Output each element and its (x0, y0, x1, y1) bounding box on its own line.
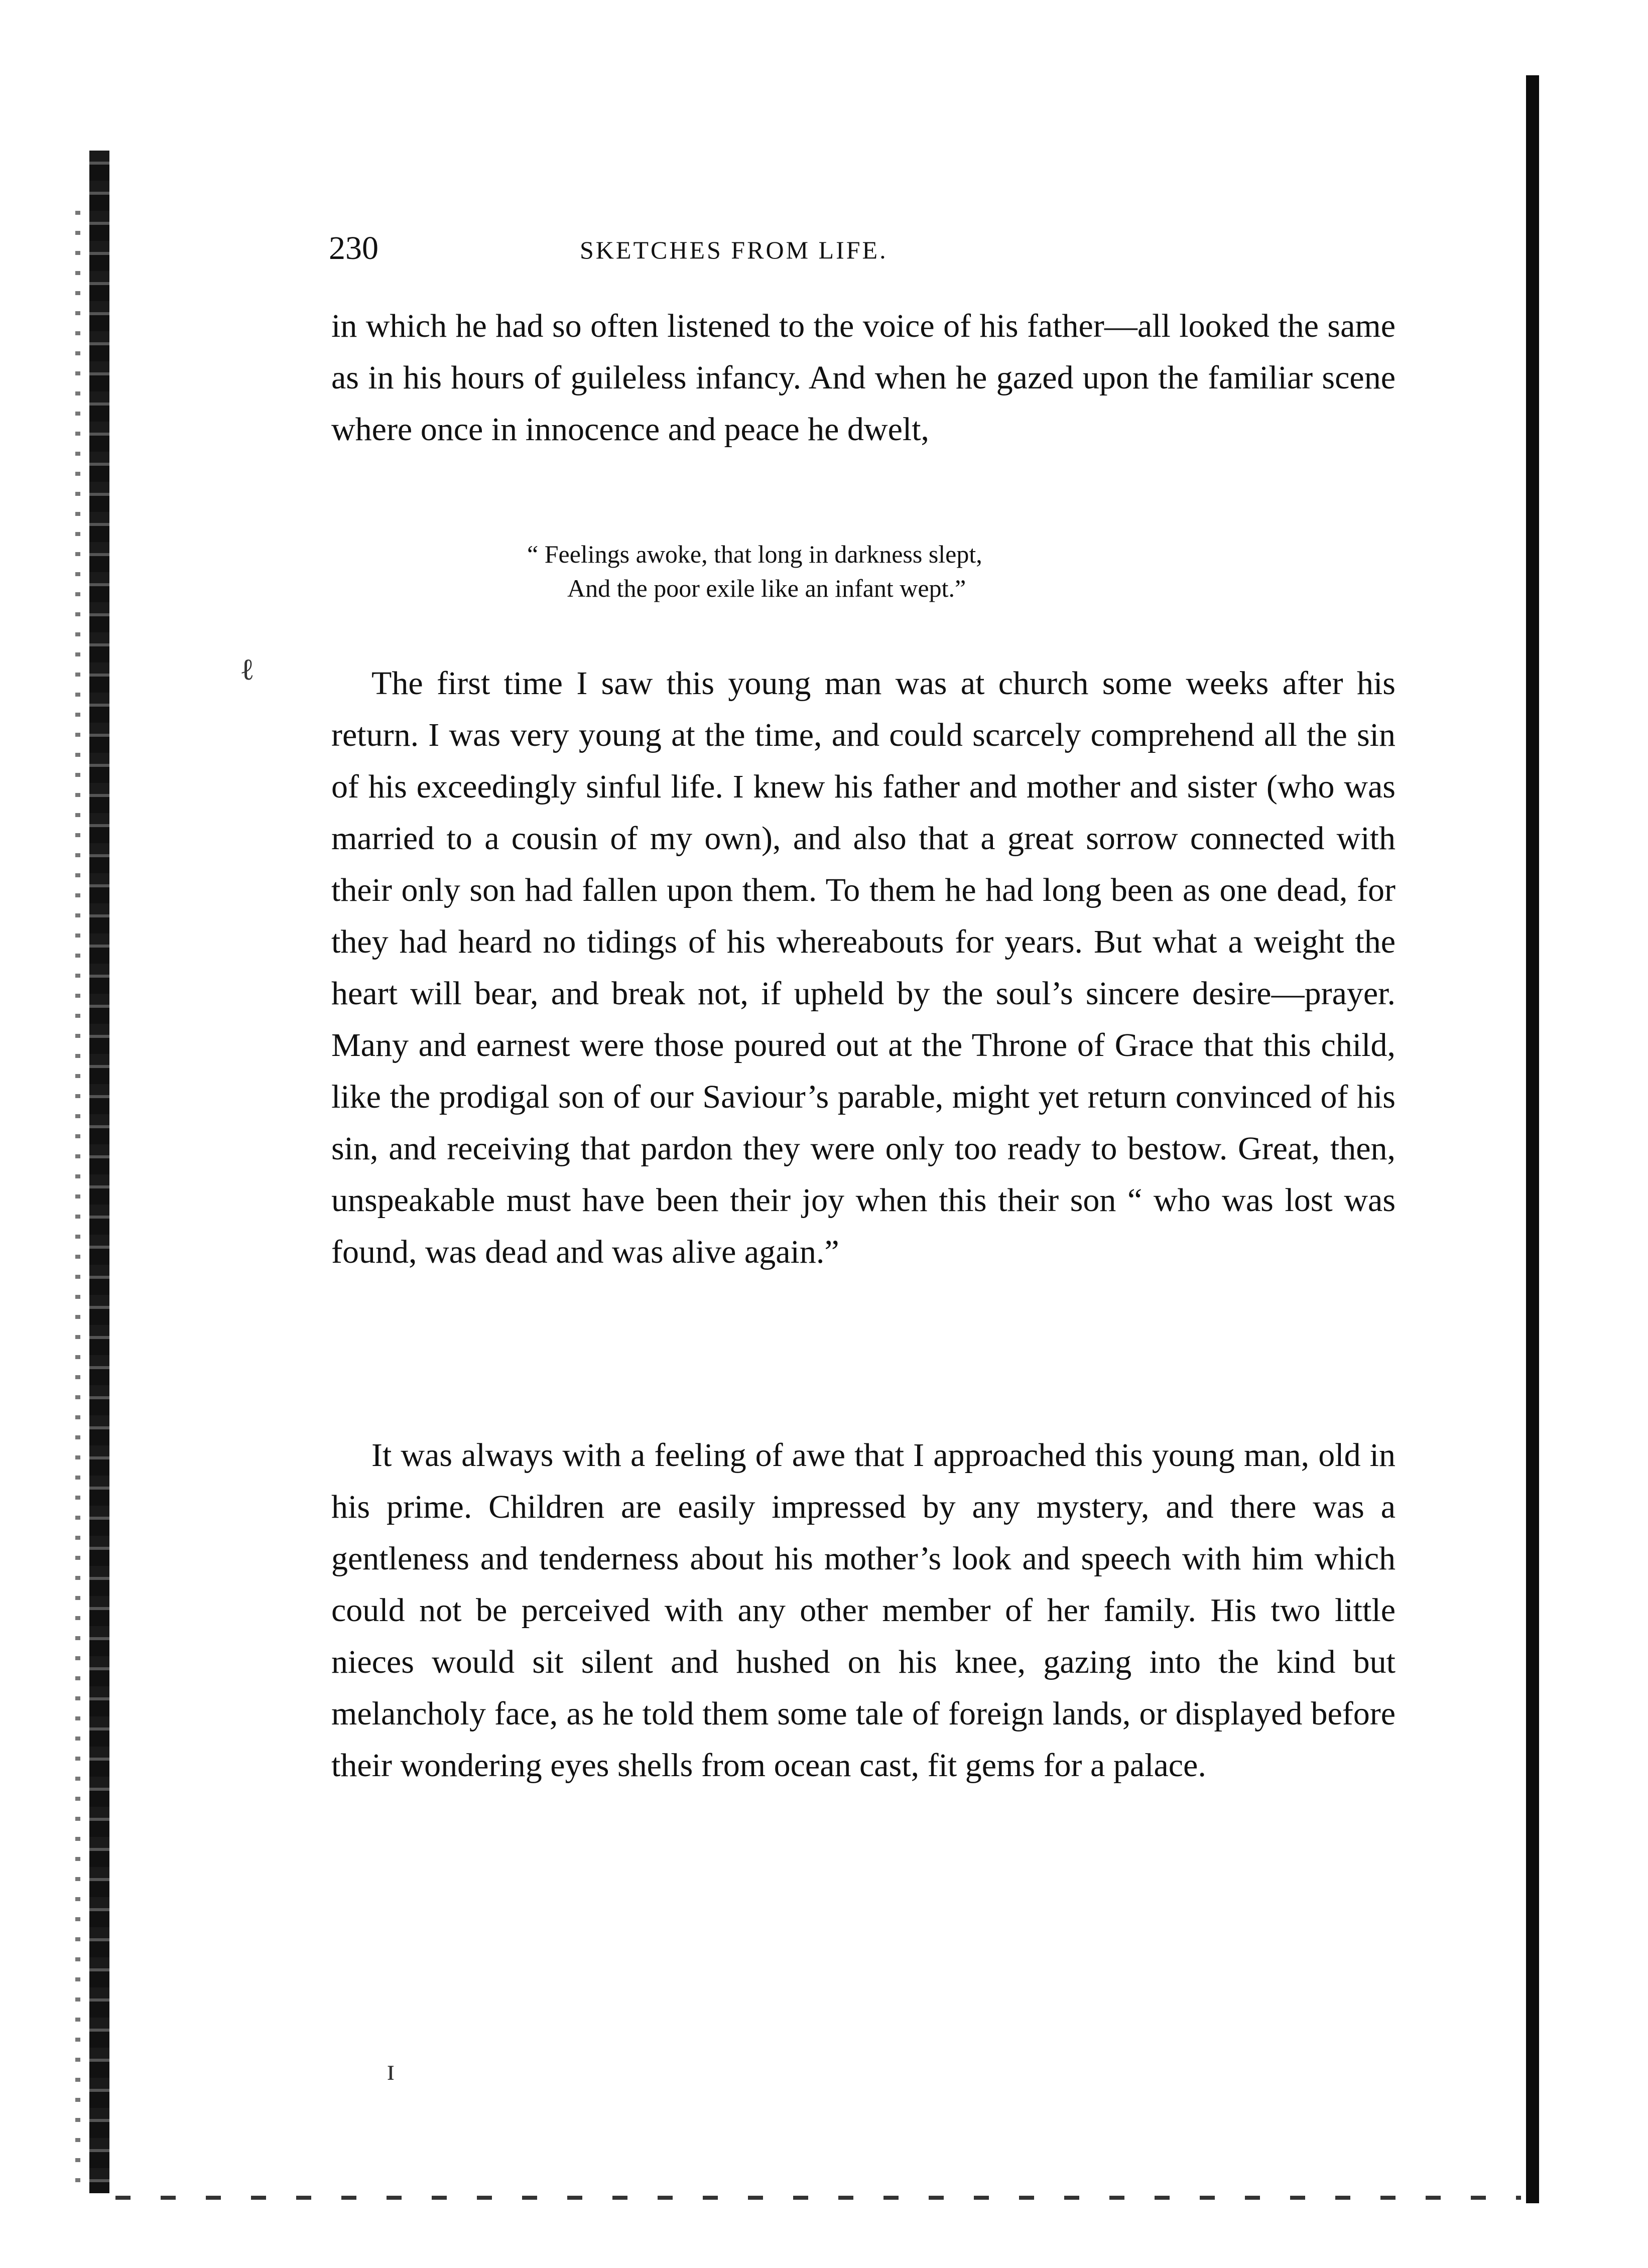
running-head-title: SKETCHES FROM LIFE. (580, 236, 888, 264)
right-binding-edge (1526, 75, 1539, 2203)
running-head (329, 228, 1142, 269)
verse-line-2: And the poor exile like an infant wept.” (567, 574, 966, 602)
margin-stray-mark: ℓ (240, 653, 255, 686)
left-binding-edge (89, 151, 109, 2193)
bottom-page-edge (115, 2196, 1521, 2200)
verse-line-1: “ Feelings awoke, that long in darkness slept, (527, 540, 982, 568)
verse-quote (527, 537, 1230, 605)
paragraph-3-text: It was always with a feeling of awe that I approached this young man, old in his prime. Children are easily impressed by any mystery, and there was a gentleness and tenderness about his mother’s look and speech with him which could not be perceived with any other member of her family. His two little nieces would sit silent and hushed on his knee, gazing into the kind but melancholy face, as he told them some tale of foreign lands, or displayed before their wondering eyes shells from ocean cast, fit gems for a palace. (331, 1437, 1396, 1784)
paragraph-1 (331, 300, 1396, 455)
paragraph-1-text: in which he had so often listened to the voice of his father—all looked the same as in his hours of guileless infancy. And when he gazed upon the familiar scene where once in innocence and peace he dwelt, (331, 308, 1396, 448)
paragraph-2 (331, 657, 1396, 1278)
page-number: 230 (329, 230, 378, 266)
margin-stray-mark: ɪ (387, 2053, 395, 2086)
paragraph-3 (331, 1429, 1396, 1791)
paragraph-2-text: The first time I saw this young man was at church some weeks after his return. I was very young at the time, and could scarcely comprehend all the sin of his exceedingly sinful life. I knew his father and mother and sister (who was married to a cousin of my own), and also that a great sorrow connected with their only son had fallen upon them. To them he had long been as one dead, for they had heard no tidings of his whereabouts for years. But what a weight the heart will bear, and break not, if upheld by the soul’s sincere desire—prayer. Many and earnest were those poured out at the Throne of Grace that this child, like the prodigal son of our Saviour’s parable, might yet return convinced of his sin, and receiving that pardon they were only too ready to bestow. Great, then, unspeakable must have been their joy when this their son “ who was lost was found, was dead and was alive again.” (331, 665, 1396, 1270)
left-binding-shadow (75, 211, 80, 2193)
